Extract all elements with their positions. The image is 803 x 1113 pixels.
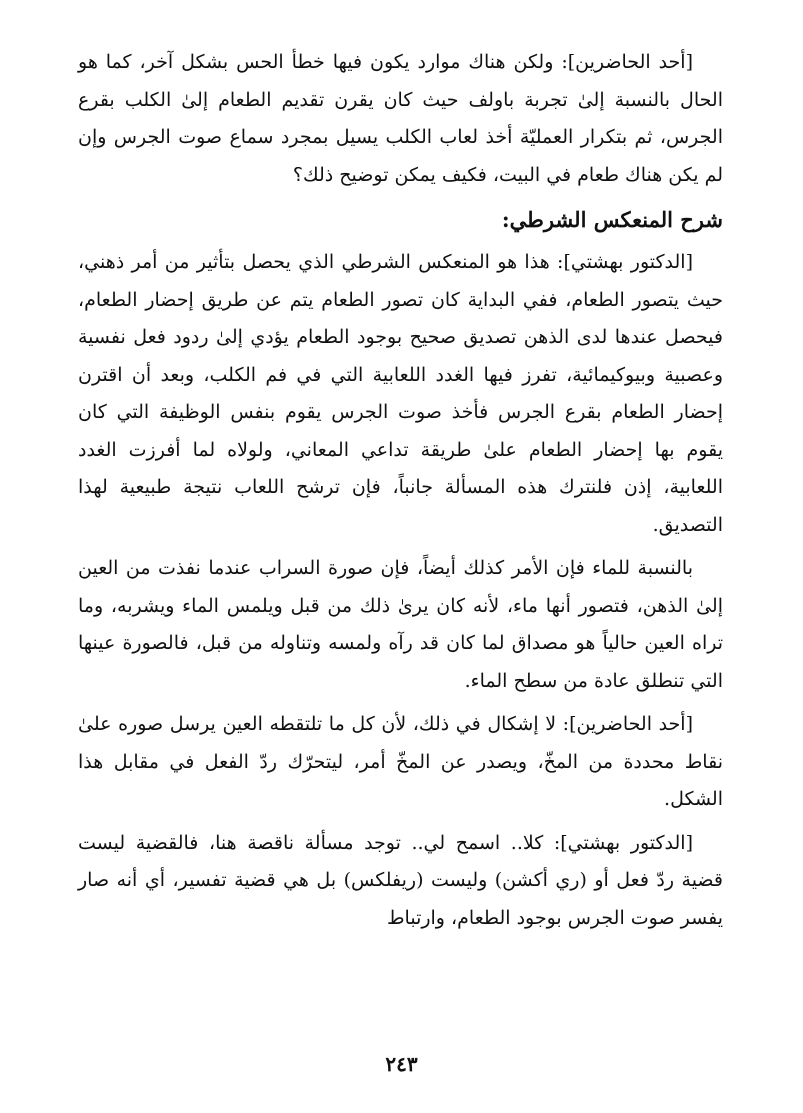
paragraph-audience-question: [أحد الحاضرين]: ولكن هناك موارد يكون فيها خطأ الحس بشكل آخر، كما هو الحال بالنسبة إلىٰ تجربة باولف حيث كان يقرن تقديم الطعام إلىٰ الكلب بقرع الجرس، ثم بتكرار العمليّة أخذ لعاب الكلب يسيل بمجرد سماع صوت الجرس وإن لم يكن هناك طعام في البيت، فكيف يمكن توضيح ذلك؟ bbox=[78, 51, 723, 186]
section-heading: شرح المنعكس الشرطي: bbox=[501, 207, 723, 232]
paragraph-audience-remark: [أحد الحاضرين]: لا إشكال في ذلك، لأن كل ما تلتقطه العين يرسل صوره علىٰ نقاط محددة من المخّ، ويصدر عن المخّ أمر، ليتحرّك ردّ الفعل في مقابل هذا الشكل. bbox=[78, 713, 723, 810]
page-number: ٢٤٣ bbox=[385, 1052, 418, 1076]
page-body bbox=[78, 44, 723, 937]
paragraph-water-mirage: بالنسبة للماء فإن الأمر كذلك أيضاً، فإن صورة السراب عندما نفذت من العين إلىٰ الذهن، فتصور أنها ماء، لأنه كان يرىٰ ذلك من قبل ويلمس الماء ويشربه، وما تراه العين حالياً هو مصداق لما كان قد رآه ولمسه وتناوله من قبل، فالصورة عينها التي تنطلق عادة من سطح الماء. bbox=[78, 557, 723, 692]
paragraph-beheshti-answer: [الدكتور بهشتي]: هذا هو المنعكس الشرطي الذي يحصل بتأثير من أمر ذهني، حيث يتصور الطعام، ففي البداية كان تصور الطعام يتم عن طريق إحضار الطعام، فيحصل عندها لدى الذهن تصديق صحيح بوجود الطعام يؤدي إلىٰ ردود فعل نفسية وعصبية وبيوكيمائية، تفرز فيها الغدد اللعابية التي في فم الكلب، وبعد أن اقترن إحضار الطعام بقرع الجرس فأخذ صوت الجرس يقوم بنفس الوظيفة التي كان يقوم بها إحضار الطعام علىٰ طريقة تداعي المعاني، ولولاه لما أفرزت الغدد اللعابية، إذن فلنترك هذه المسألة جانباً، فإن ترشح اللعاب نتيجة طبيعية لهذا التصديق. bbox=[78, 251, 723, 536]
paragraph-beheshti-reply: [الدكتور بهشتي]: كلا.. اسمح لي.. توجد مسألة ناقصة هنا، فالقضية ليست قضية ردّ فعل أو (ري أكشن) وليست (ريفلكس) بل هي قضية تفسير، أي أنه صار يفسر صوت الجرس بوجود الطعام، وارتباط bbox=[78, 831, 723, 929]
